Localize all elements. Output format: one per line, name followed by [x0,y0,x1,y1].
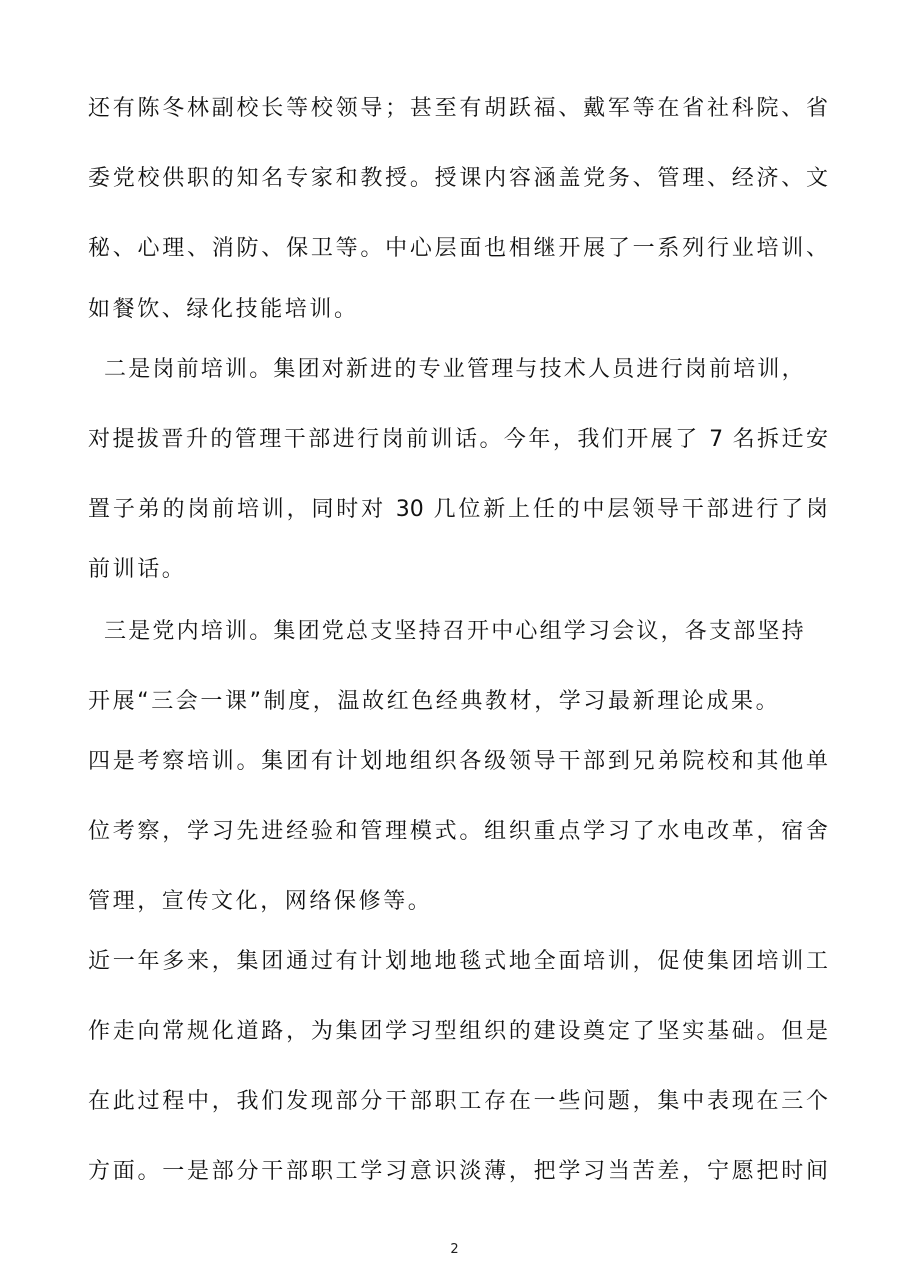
text-line: 秘、心理、消防、保卫等。中心层面也相继开展了一系列行业培训、 [88,236,828,261]
text-line: 管理，宣传文化，网络保修等。 [88,889,433,914]
text-line: 如餐饮、绿化技能培训。 [88,297,359,322]
text-line: 位考察，学习先进经验和管理模式。组织重点学习了水电改革，宿舍 [88,819,828,844]
text-line: 近一年多来，集团通过有计划地地毯式地全面培训，促使集团培训工 [88,949,828,974]
text-line: 委党校供职的知名专家和教授。授课内容涵盖党务、管理、经济、文 [88,166,828,191]
text-line: 前训话。 [88,557,187,582]
text-line: 在此过程中，我们发现部分干部职工存在一些问题，集中表现在三个 [88,1089,828,1114]
text-line: 开展“三会一课”制度，温故红色经典教材，学习最新理论成果。 [88,689,781,714]
page-number: 2 [450,1242,459,1257]
text-line: 二是岗前培训。集团对新进的专业管理与技术人员进行岗前培训， [104,357,806,382]
text-line: 三是党内培训。集团党总支坚持召开中心组学习会议，各支部坚持 [104,619,806,644]
text-line: 作走向常规化道路，为集团学习型组织的建设奠定了坚实基础。但是 [88,1019,828,1044]
text-line: 还有陈冬林副校长等校领导；甚至有胡跃福、戴军等在省社科院、省 [88,96,828,121]
text-line: 对提拔晋升的管理干部进行岗前训话。今年，我们开展了 7 名拆迁安 [88,427,828,452]
text-line: 置子弟的岗前培训，同时对 30 几位新上任的中层领导干部进行了岗 [88,497,828,522]
text-line: 方面。一是部分干部职工学习意识淡薄，把学习当苦差，宁愿把时间 [88,1159,828,1184]
text-line: 四是考察培训。集团有计划地组织各级领导干部到兄弟院校和其他单 [88,749,828,774]
